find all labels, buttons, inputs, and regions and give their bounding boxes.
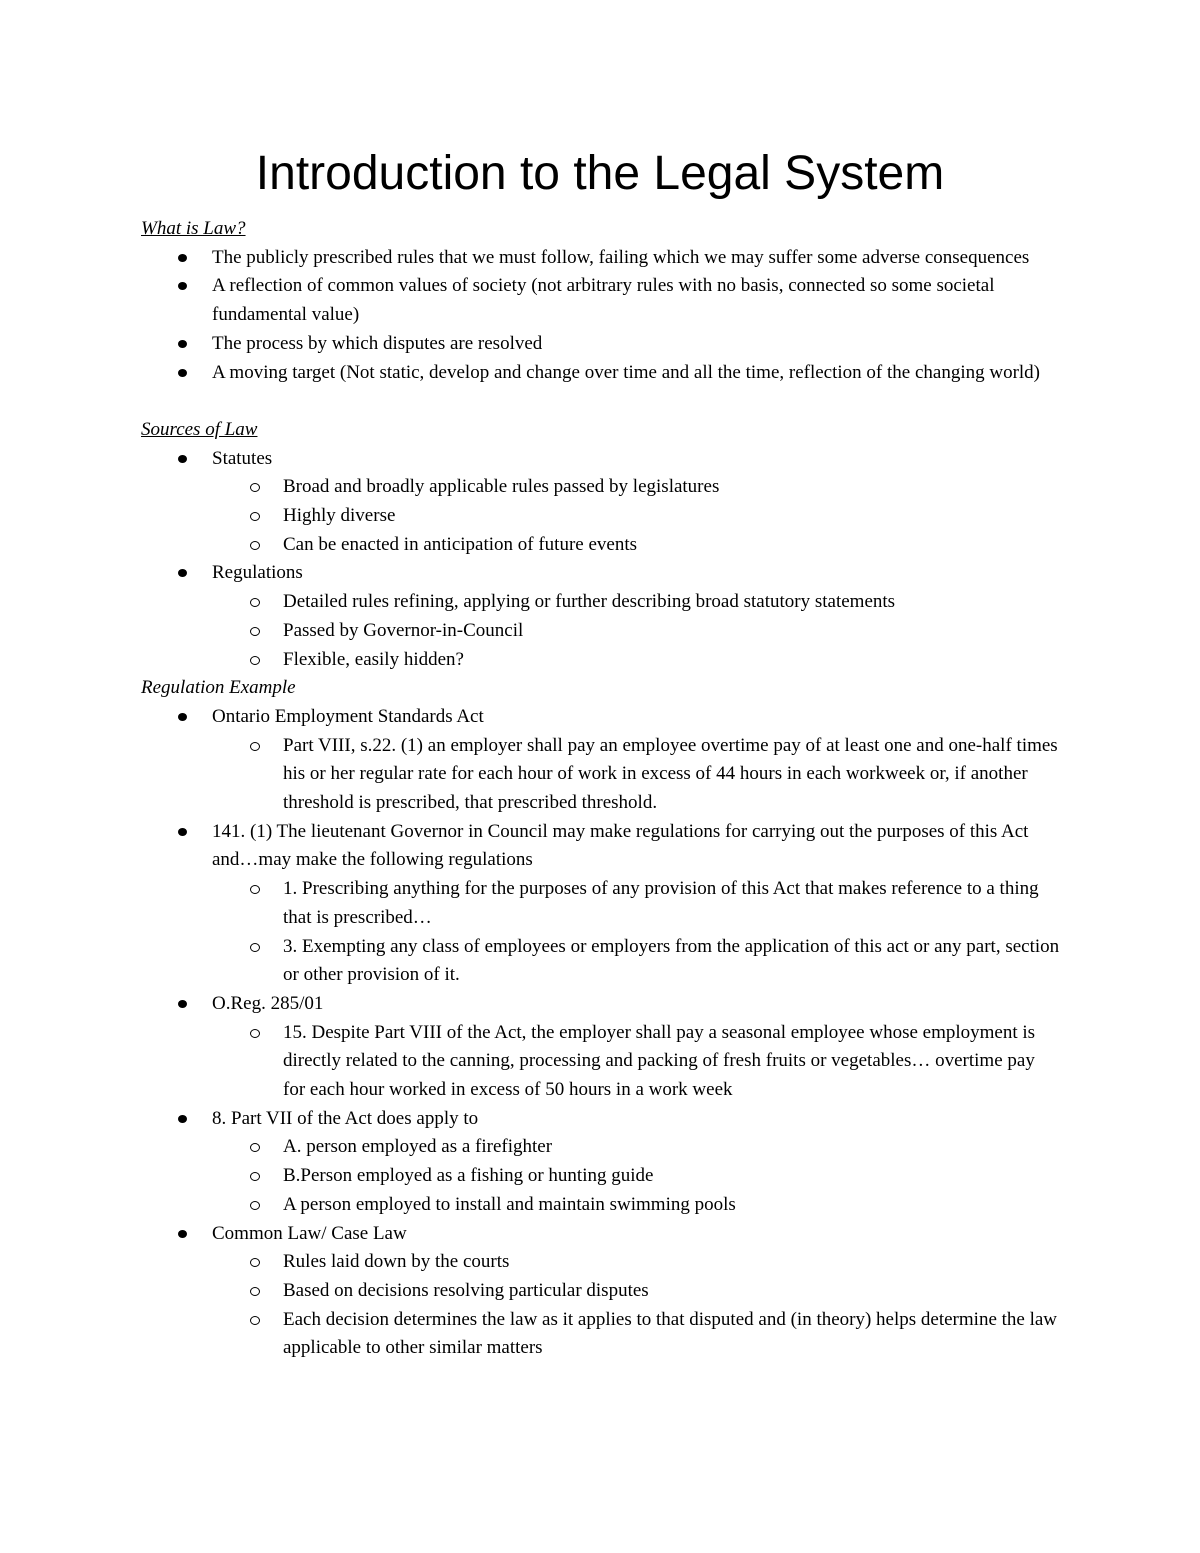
sublist-item xyxy=(212,1191,1061,1220)
sublist-item xyxy=(212,1248,1061,1277)
sublist-item-text: A person employed to install and maintain swimming pools xyxy=(283,1193,736,1215)
circle-bullet-icon xyxy=(250,598,260,607)
document-title: Introduction to the Legal System xyxy=(255,147,945,200)
section-heading-what-is-law: What is Law? xyxy=(141,218,246,239)
oreg-sublist xyxy=(141,1019,1061,1105)
sublist-item-text: B.Person employed as a fishing or hunting guide xyxy=(283,1165,654,1187)
bullet-icon xyxy=(178,369,187,377)
list-item-text: The process by which disputes are resolved xyxy=(212,332,543,354)
circle-bullet-icon xyxy=(250,885,260,894)
circle-bullet-icon xyxy=(250,943,260,952)
common-law-sublist xyxy=(141,1248,1061,1363)
sublist-item xyxy=(212,1133,1061,1162)
sublist-item xyxy=(212,875,1061,932)
sublist-item-text: Each decision determines the law as it applies to that disputed and (in theory) helps determine the law applicable to other similar matters xyxy=(283,1308,1058,1359)
sublist-item-text: 3. Exempting any class of employees or employers from the application of this act or any part, section or other provision of it. xyxy=(283,935,1060,986)
sublist-item-text: A. person employed as a firefighter xyxy=(283,1136,553,1158)
list-item-text: O.Reg. 285/01 xyxy=(212,992,324,1014)
s141-sublist xyxy=(141,875,1061,990)
list-item-text: 8. Part VII of the Act does apply to xyxy=(212,1107,479,1129)
circle-bullet-icon xyxy=(250,1029,260,1038)
sublist-item xyxy=(212,502,1061,531)
circle-bullet-icon xyxy=(250,627,260,636)
sublist-item-text: Flexible, easily hidden? xyxy=(283,648,464,670)
sublist-item-text: Detailed rules refining, applying or further describing broad statutory statements xyxy=(283,591,896,613)
bullet-icon xyxy=(178,254,187,262)
list-item-text: A moving target (Not static, develop and change over time and all the time, reflection of the changing world) xyxy=(212,361,1041,383)
list-item-text: Statutes xyxy=(212,447,273,469)
section-heading-sources-of-law: Sources of Law xyxy=(141,418,258,440)
circle-bullet-icon xyxy=(250,541,260,550)
statutes-sublist xyxy=(141,473,1061,559)
list-item xyxy=(141,244,1061,273)
document-body xyxy=(141,215,1061,1363)
regulation-example-list xyxy=(141,703,1061,1363)
esa-sublist xyxy=(141,732,1061,818)
sublist-item-text: Passed by Governor-in-Council xyxy=(283,619,524,641)
sublist-item-text: Can be enacted in anticipation of future events xyxy=(283,533,638,555)
regulations-sublist xyxy=(141,588,1061,674)
sublist-item-text: Highly diverse xyxy=(283,505,396,527)
list-item-s141 xyxy=(141,818,1061,990)
list-item-part7 xyxy=(141,1105,1061,1220)
list-item-oreg xyxy=(141,990,1061,1105)
circle-bullet-icon xyxy=(250,512,260,521)
sources-of-law-list xyxy=(141,445,1061,675)
circle-bullet-icon xyxy=(250,1201,260,1210)
what-is-law-list xyxy=(141,244,1061,388)
list-item xyxy=(141,359,1061,388)
sublist-item xyxy=(212,1277,1061,1306)
circle-bullet-icon xyxy=(250,483,260,492)
list-item-text: Common Law/ Case Law xyxy=(212,1222,407,1244)
list-item-text: The publicly prescribed rules that we must follow, failing which we may suffer some adverse consequences xyxy=(212,246,1030,268)
bullet-icon xyxy=(178,713,187,721)
circle-bullet-icon xyxy=(250,1143,260,1152)
bullet-icon xyxy=(178,1230,187,1238)
list-item xyxy=(141,330,1061,359)
sublist-item-text: Rules laid down by the courts xyxy=(283,1251,510,1273)
sublist-item xyxy=(212,1162,1061,1191)
sublist-item xyxy=(212,473,1061,502)
list-item xyxy=(141,272,1061,329)
bullet-icon xyxy=(178,828,187,836)
list-item-common-law xyxy=(141,1220,1061,1364)
part7-sublist xyxy=(141,1133,1061,1219)
list-item-esa xyxy=(141,703,1061,818)
sublist-item-text: Broad and broadly applicable rules passed by legislatures xyxy=(283,476,720,498)
circle-bullet-icon xyxy=(250,656,260,665)
sublist-item xyxy=(212,1306,1061,1363)
bullet-icon xyxy=(178,340,187,348)
list-item-text: 141. (1) The lieutenant Governor in Council may make regulations for carrying out the purposes of this Act and…may make the following regulations xyxy=(212,820,1029,871)
circle-bullet-icon xyxy=(250,1172,260,1181)
sublist-item xyxy=(212,646,1061,675)
sublist-item xyxy=(212,732,1061,818)
circle-bullet-icon xyxy=(250,1316,260,1325)
circle-bullet-icon xyxy=(250,1258,260,1267)
bullet-icon xyxy=(178,455,187,463)
sublist-item-text: Part VIII, s.22. (1) an employer shall pay an employee overtime pay of at least one and one-half times his or her regular rate for each hour of work in excess of 44 hours in each workweek or, if another threshold is prescribed, that prescribed threshold. xyxy=(283,734,1058,814)
section-heading-regulation-example: Regulation Example xyxy=(141,677,296,699)
list-item-regulations xyxy=(141,559,1061,674)
sublist-item-text: Based on decisions resolving particular disputes xyxy=(283,1280,649,1301)
sublist-item xyxy=(212,617,1061,646)
bullet-icon xyxy=(178,1000,187,1008)
list-item-statutes xyxy=(141,445,1061,560)
circle-bullet-icon xyxy=(250,1287,260,1296)
bullet-icon xyxy=(178,1115,187,1123)
sublist-item-text: 1. Prescribing anything for the purposes of any provision of this Act that makes reference to a thing that is prescribed… xyxy=(283,878,1039,928)
sublist-item xyxy=(212,933,1061,990)
list-item-text: A reflection of common values of society (not arbitrary rules with no basis, connected so some societal fundamental value) xyxy=(212,275,995,326)
sublist-item xyxy=(212,1019,1061,1105)
bullet-icon xyxy=(178,569,187,577)
sublist-item xyxy=(212,588,1061,617)
list-item-text: Ontario Employment Standards Act xyxy=(212,705,484,727)
spacer xyxy=(141,387,1061,416)
list-item-text: Regulations xyxy=(212,562,303,584)
circle-bullet-icon xyxy=(250,742,260,751)
bullet-icon xyxy=(178,282,187,290)
sublist-item-text: 15. Despite Part VIII of the Act, the employer shall pay a seasonal employee whose employment is directly related to the canning, processing and packing of fresh fruits or vegetables… overtime pay for each hour worked in excess of 50 hours in a work week xyxy=(283,1021,1036,1101)
sublist-item xyxy=(212,531,1061,560)
